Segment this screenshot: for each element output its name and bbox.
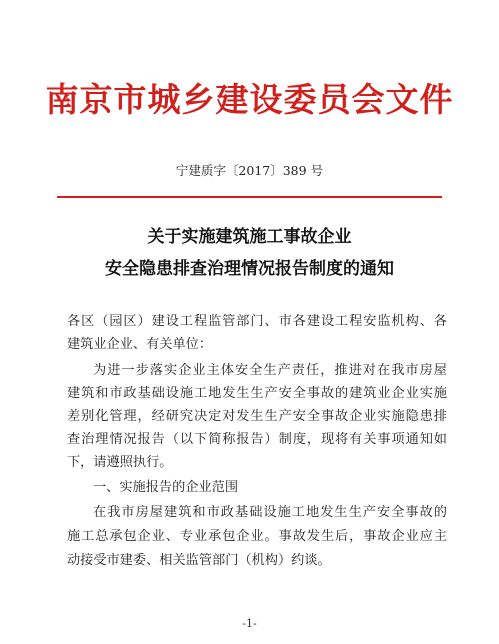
page-number: -1- (242, 617, 257, 630)
section-1-heading: 一、实施报告的企业范围 (93, 480, 239, 495)
addressee-line-2: 建筑业企业、有关单位： (67, 337, 213, 352)
paragraph-2-line-3: 动接受市建委、相关监管部门（机构）约谈。 (67, 553, 331, 568)
document-title-line-2: 安全隐患排查治理情况报告制度的通知 (105, 259, 394, 279)
document-title-line-1: 关于实施建筑施工事故企业 (147, 227, 352, 247)
red-separator-line (57, 196, 442, 198)
issuing-organization-header: 南京市城乡建设委员会文件 (45, 80, 454, 119)
addressee-line-1: 各区（园区）建设工程监管部门、市各建设工程安监机构、各 (67, 314, 447, 329)
paragraph-2-line-1: 在我市房屋建筑和市政基础设施工地发生生产安全事故的 (93, 505, 447, 520)
paragraph-1-line-3: 差别化管理，经研究决定对发生生产安全事故企业实施隐患排 (67, 409, 447, 424)
paragraph-1-line-4: 查治理情况报告（以下简称报告）制度，现将有关事项通知如 (67, 432, 447, 447)
paragraph-1-line-5: 下，请遵照执行。 (67, 455, 173, 470)
paragraph-1-line-1: 为进一步落实企业主体安全生产责任，推进对在我市房屋 (93, 363, 447, 378)
paragraph-2-line-2: 施工总承包企业、专业承包企业。事故发生后，事故企业应主 (67, 529, 447, 544)
document-number: 宁建质字〔2017〕389 号 (175, 163, 324, 178)
paragraph-1-line-2: 建筑和市政基础设施工地发生生产安全事故的建筑业企业实施 (67, 386, 447, 401)
